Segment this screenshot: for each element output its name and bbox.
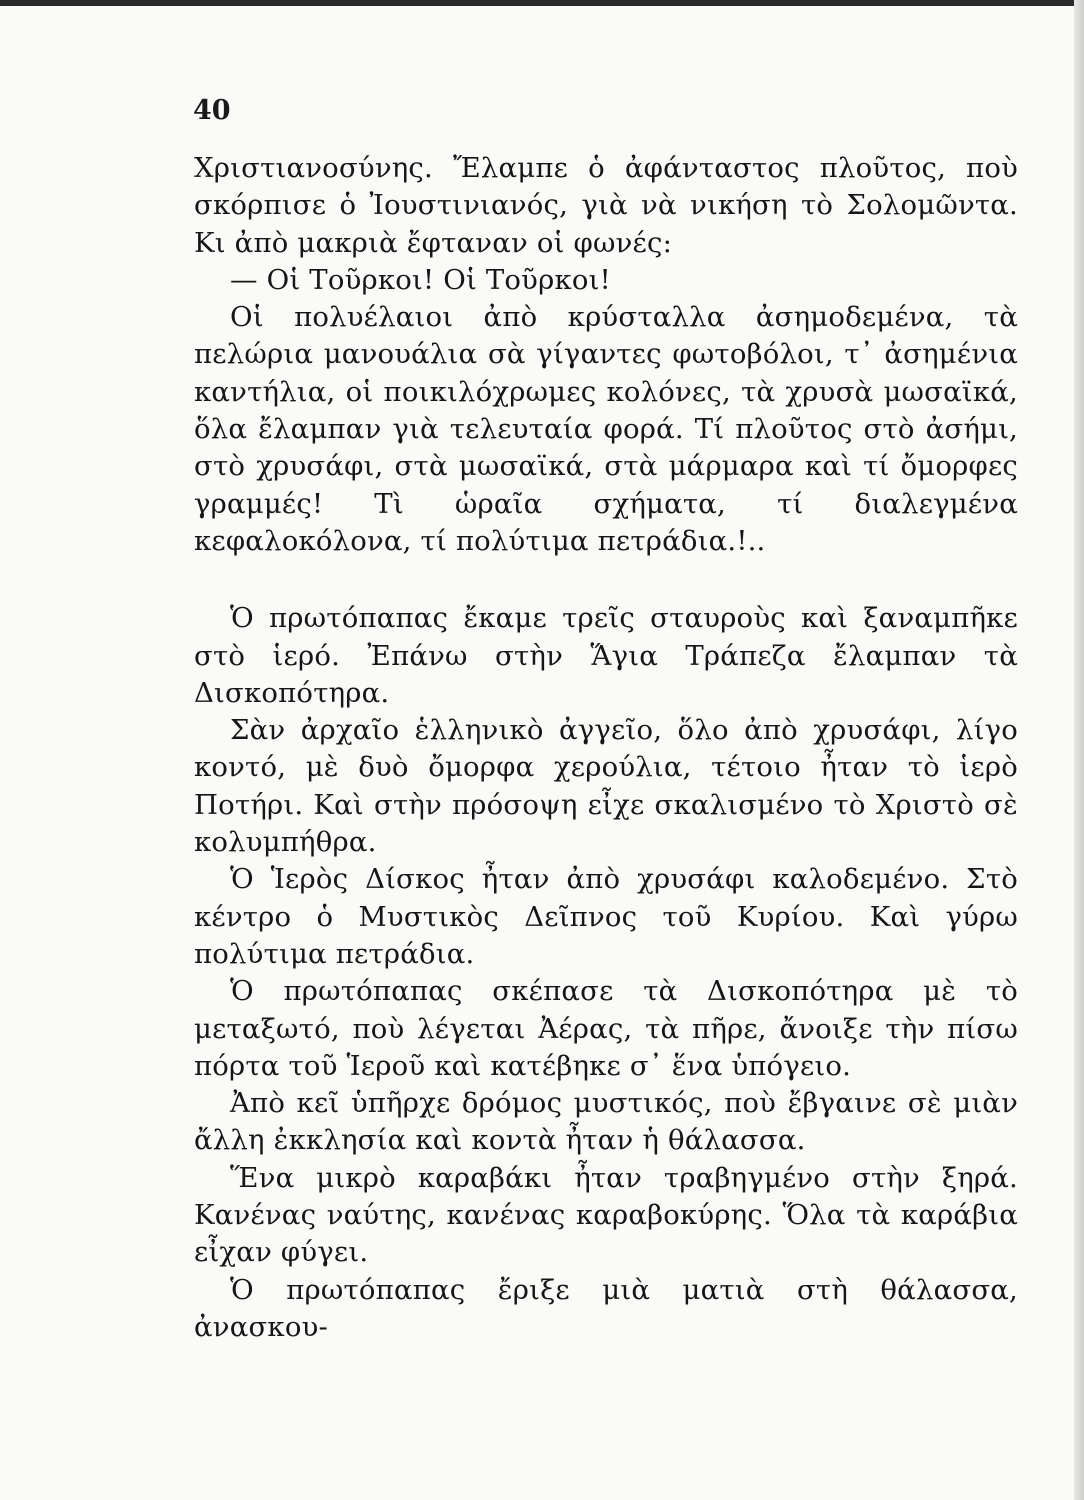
paragraph-9: Ἕνα μικρὸ καραβάκι ἦταν τραβηγμένο στὴν ξηρά. Κανένας ναύτης, κανένας καραβοκύρης. Ὅλα τὰ καράβια εἶχαν φύγει. [194, 1161, 1018, 1269]
paragraph-1: Χριστιανοσύνης. Ἔλαμπε ὁ ἀφάνταστος πλοῦτος, ποὺ σκόρπισε ὁ Ἰουστινιανός, γιὰ νὰ νικήση τὸ Σολομῶντα. Κι ἀπὸ μακριὰ ἔφταναν οἱ φωνές: [194, 152, 1018, 259]
body-text [194, 150, 1018, 1346]
paragraph-8: Ἀπὸ κεῖ ὑπῆρχε δρόμος μυστικός, ποὺ ἔβγαινε σὲ μιὰν ἄλλη ἐκκλησία καὶ κοντὰ ἦταν ἡ θάλασσα. [194, 1087, 1018, 1157]
paragraph-4: Ὁ πρωτόπαπας ἔκαμε τρεῖς σταυροὺς καὶ ξαναμπῆκε στὸ ἱερό. Ἐπάνω στὴν Ἅγια Τράπεζα ἔλαμπαν τὰ Δισκοπότηρα. [194, 602, 1018, 709]
scan-top-edge [0, 0, 1084, 6]
paragraph-5: Σὰν ἀρχαῖο ἑλληνικὸ ἀγγεῖο, ὅλο ἀπὸ χρυσάφι, λίγο κοντό, μὲ δυὸ ὄμορφα χερούλια, τέτοιο ἦταν τὸ ἱερὸ Ποτήρι. Καὶ στὴν πρόσοψη εἶχε σκαλισμένο τὸ Χριστὸ σὲ κολυμπήθρα. [194, 714, 1018, 859]
section-break [194, 560, 1018, 600]
paragraph-2: — Οἱ Τοῦρκοι! Οἱ Τοῦρκοι! [230, 263, 611, 296]
paragraph-10: Ὁ πρωτόπαπας ἔριξε μιὰ ματιὰ στὴ θάλασσα, ἀνασκου- [194, 1273, 1018, 1343]
paragraph-6: Ὁ Ἱερὸς Δίσκος ἦταν ἀπὸ χρυσάφι καλοδεμένο. Στὸ κέντρο ὁ Μυστικὸς Δεῖπνος τοῦ Κυρίου. Καὶ γύρω πολύτιμα πετράδια. [194, 863, 1018, 970]
paragraph-3: Οἱ πολυέλαιοι ἀπὸ κρύσταλλα ἀσημοδεμένα, τὰ πελώρια μανουάλια σὰ γίγαντες φωτοβόλοι, τ᾿ ἀσημένια καντήλια, οἱ ποικιλόχρωμες κολόνες, τὰ χρυσὰ μωσαϊκά, ὅλα ἔλαμπαν γιὰ τελευταία φορά. Τί πλοῦτος στὸ ἀσήμι, στὸ χρυσάφι, στὰ μωσαϊκά, στὰ μάρμαρα καὶ τί ὄμορφες γραμμές! Τὶ ὡραῖα σχήματα, τί διαλεγμένα κεφαλοκόλονα, τί πολύτιμα πετράδια.!.. [194, 301, 1018, 557]
paragraph-7: Ὁ πρωτόπαπας σκέπασε τὰ Δισκοπότηρα μὲ τὸ μεταξωτό, ποὺ λέγεται Ἀέρας, τὰ πῆρε, ἄνοιξε τὴν πίσω πόρτα τοῦ Ἱεροῦ καὶ κατέβηκε σ᾿ ἕνα ὑπόγειο. [194, 975, 1018, 1082]
scan-right-edge [1074, 0, 1084, 1500]
page-number: 40 [193, 95, 231, 126]
